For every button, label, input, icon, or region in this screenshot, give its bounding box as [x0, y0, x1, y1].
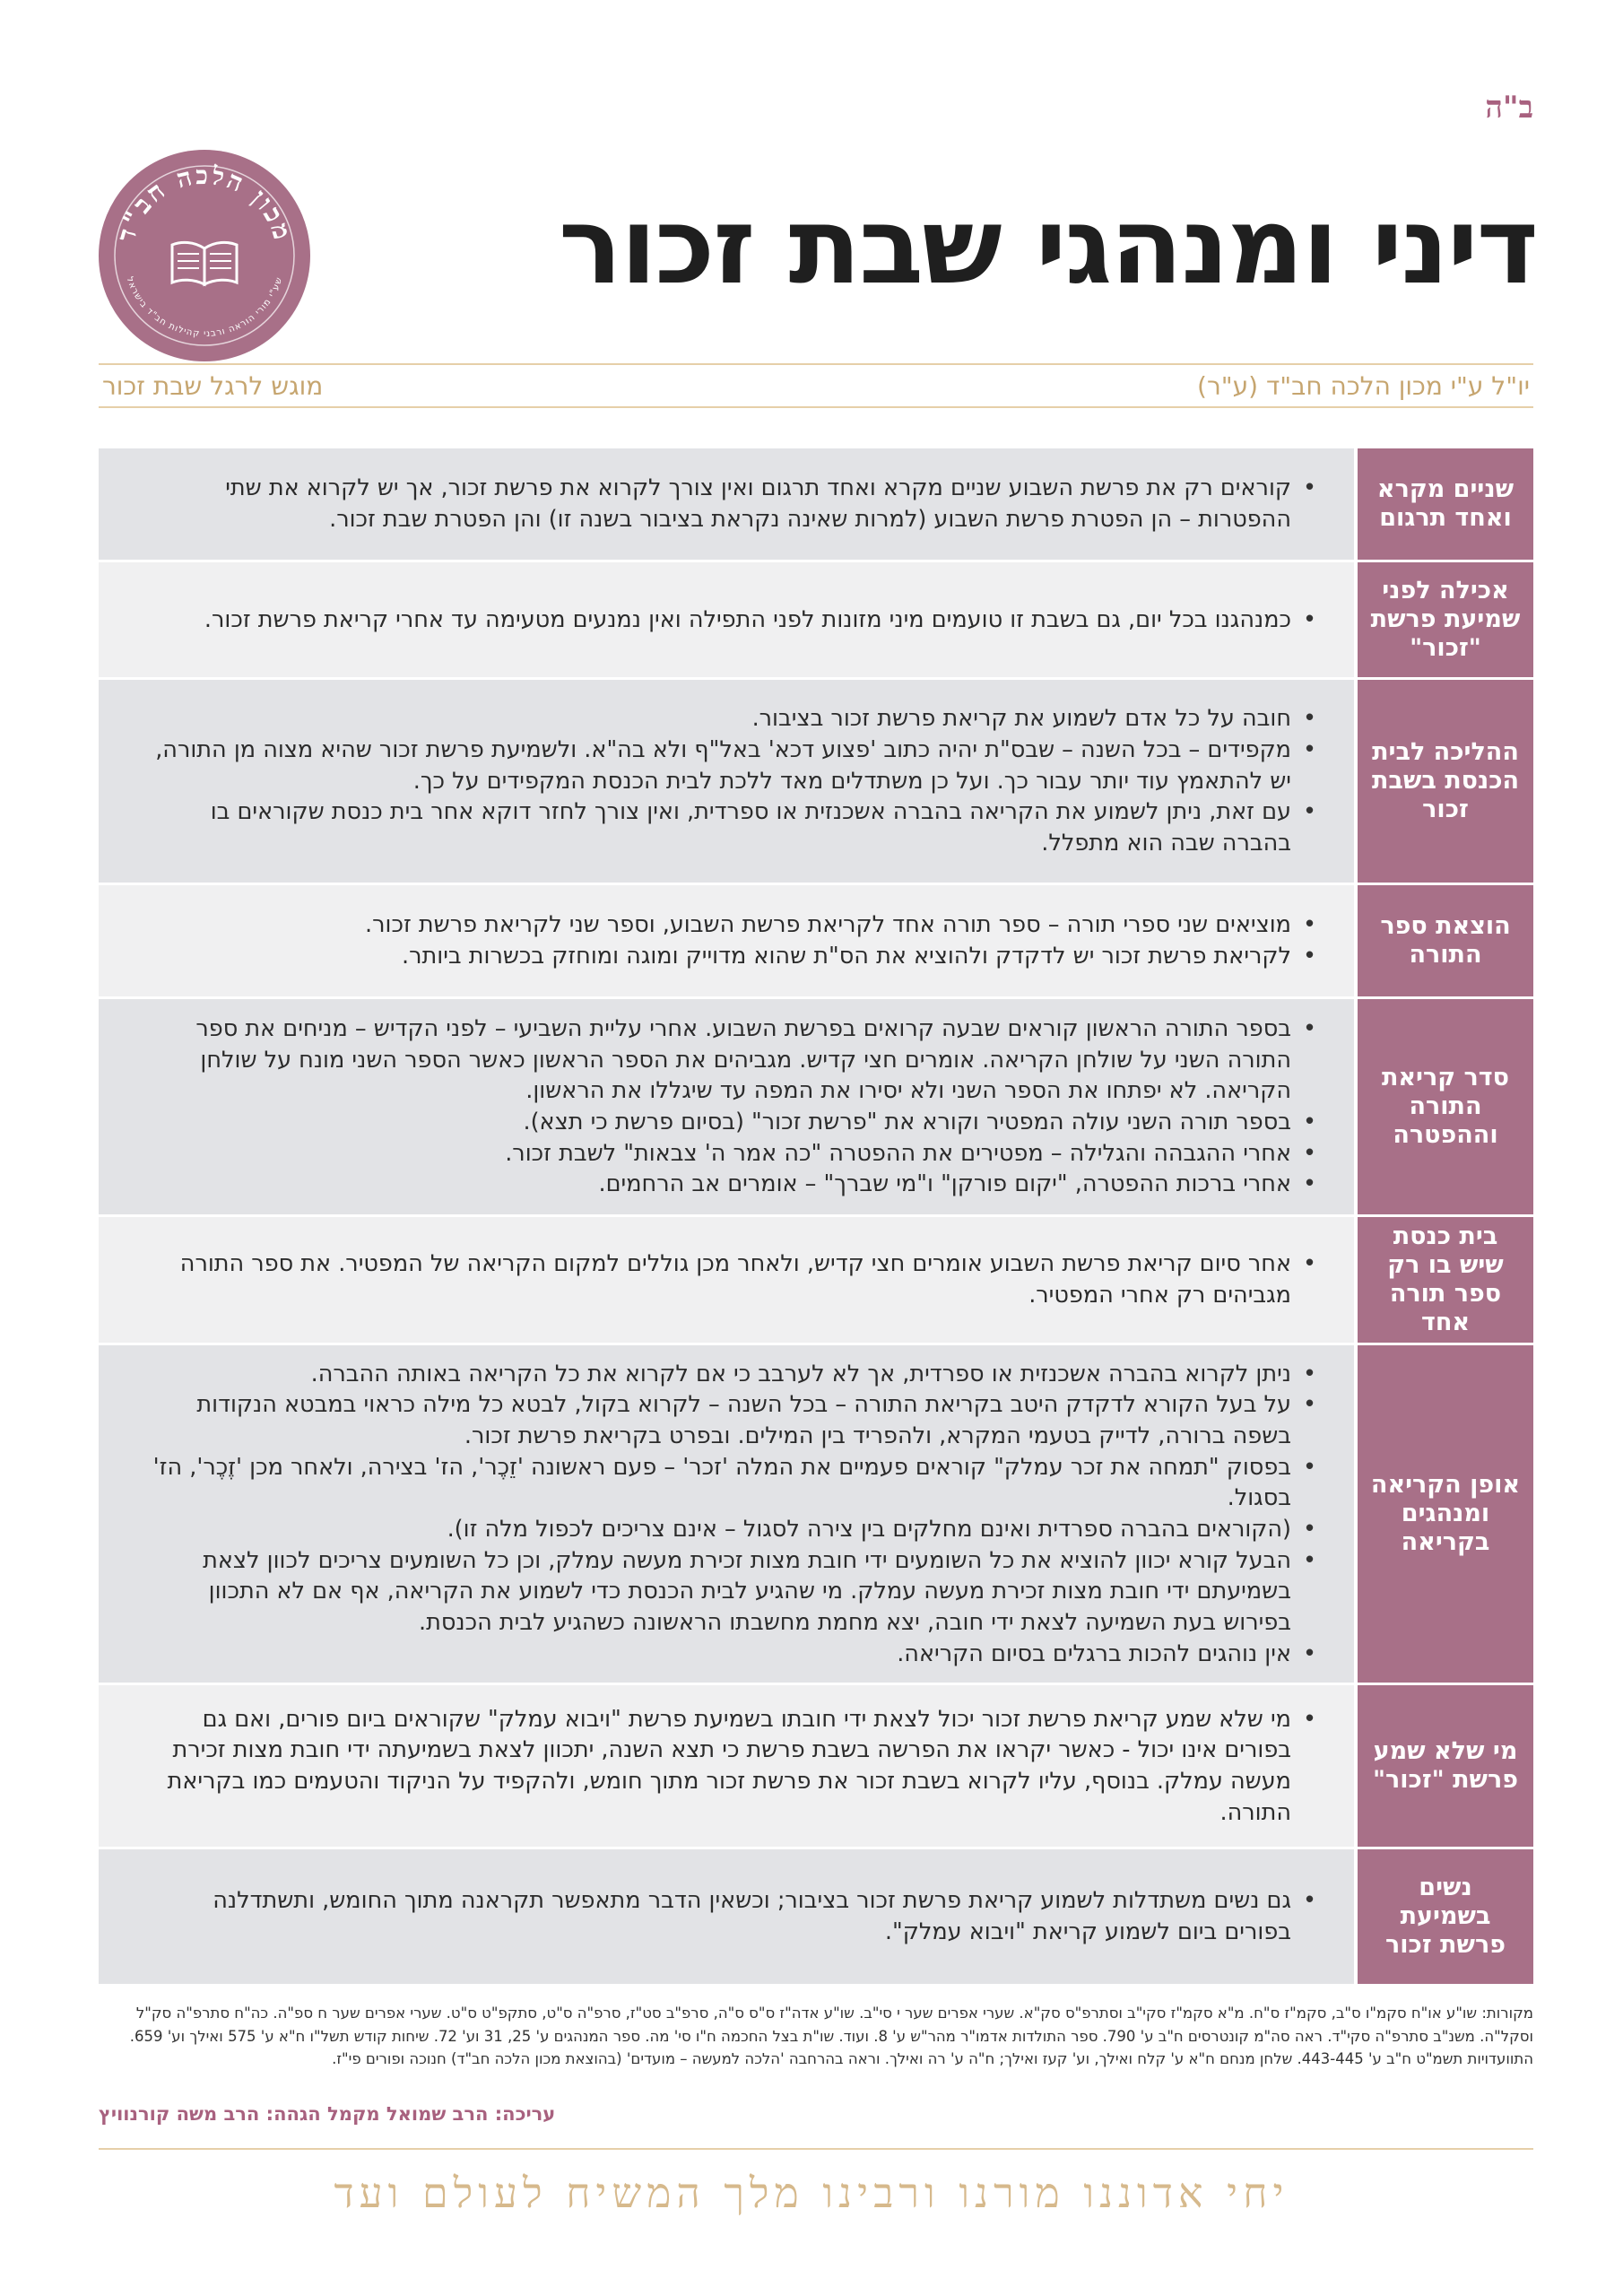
bullet-item: • ניתן לקרוא בהברה אשכנזית או ספרדית, אך לא לערבב כי אם לקרוא את כל הקריאה באותה ההברה.	[152, 1359, 1291, 1390]
table-row	[99, 999, 1533, 1217]
bullet-item: • אחרי ההגבהה והגלילה – מפטירים את ההפטרה "כה אמר ה' צבאות" לשבת זכור.	[152, 1138, 1291, 1170]
row-content	[99, 885, 1354, 996]
bullet-item: • מקפידים – בכל השנה – שבס"ת יהיה כתוב 'פצוע דכא' באל"ף ולא בה"א. ולשמיעת פרשת זכור שהיא מצוה מן התורה, יש להתאמץ עוד יותר עבור כך. ועל כן משתדלים מאד ללכת לבית הכנסת המקפידים על כך.	[152, 735, 1291, 796]
bullet-item: • בפסוק "תמחה את זכר עמלק" קוראים פעמיים את המלה 'זכר' – פעם ראשונה 'זֵכֶר', הז' בצירה, ולאחר מכן 'זֶכֶר', הז' בסגול.	[152, 1452, 1291, 1514]
bullet-item: • מי שלא שמע קריאת פרשת זכור יכול לצאת ידי חובתו בשמיעת פרשת "ויבוא עמלק" שקוראים ביום פורים, ואם גם בפורים אינו יכול - כאשר יקראו את הפרשה בשבת פרשת כי תצא השנה, יתכוון לצאת בשמיעתה ידי חובת מצות זכירת מעשה עמלק. בנוסף, עליו לקרוא בשבת זכור את פרשת זכור מתוך חומש, ולהקפיד על הניקוד והטעמים כמו בקריאת התורה.	[152, 1704, 1291, 1829]
row-label: הוצאת ספר התורה	[1354, 885, 1533, 996]
row-content	[99, 562, 1354, 677]
bullet-item: • בספר התורה הראשון קוראים שבעה קרואים בפרשת השבוע. אחרי עליית השביעי – לפני הקדיש – מניחים את ספר התורה השני על שולחן הקריאה. אומרים חצי קדיש. מגביהים את הספר הראשון כאשר הספר השני מונח על שולחן הקריאה. לא יפתחו את הספר השני ולא יסירו את המפה עד שיגללו את הראשון.	[152, 1013, 1291, 1107]
table-row	[99, 448, 1533, 562]
bullet-item: • עם זאת, ניתן לשמוע את הקריאה בהברה אשכנזית או ספרדית, ואין צורך לחזר דוקא אחר בית כנסת שקוראים בו בהברה שבה הוא מתפלל.	[152, 796, 1291, 858]
halacha-table	[99, 448, 1533, 1987]
row-content	[99, 1345, 1354, 1683]
bullet-item: • מוציאים שני ספרי תורה – ספר תורה אחד לקריאת פרשת השבוע, וספר שני לקריאת פרשת זכור.	[365, 909, 1291, 941]
table-row	[99, 1849, 1533, 1987]
row-label: שניים מקרא ואחד תרגום	[1354, 448, 1533, 560]
dedication-text: מוגש לרגל שבת זכור	[102, 370, 324, 401]
bullet-item: • הבעל קורא יכוון להוציא את כל השומעים ידי חובת מצות זכירת מעשה עמלק, וכן כל השומעים צריכים לכוון לצאת בשמיעתם ידי חובת מצות זכירת מעשה עמלק. מי שהגיע לבית הכנסת כדי לשמוע את הקריאה, אף אם לא התכוון בפירוש בעת השמיעה לצאת ידי חובה, יצא מחמת מחשבתו הראשונה כשהגיע לבית הכנסת.	[152, 1545, 1291, 1639]
row-label: מי שלא שמע פרשת "זכור"	[1354, 1685, 1533, 1847]
bullet-item: • אין נוהגים להכות ברגלים בסיום הקריאה.	[152, 1639, 1291, 1670]
row-label: אופן הקריאה ומנהגים בקריאה	[1354, 1345, 1533, 1683]
row-content	[99, 999, 1354, 1214]
bullet-item: • כמנהגנו בכל יום, גם בשבת זו טועמים מיני מזונות לפני התפילה ואין נמנעים מטעימה עד אחרי קריאת פרשת זכור.	[204, 604, 1291, 636]
row-label: סדר קריאת התורה וההפטרה	[1354, 999, 1533, 1214]
bullet-item: • קוראים רק את פרשת השבוע שניים מקרא ואחד תרגום ואין צורך לקרוא את פרשת זכור, אך יש לקרוא את שתי ההפטרות – הן הפטרת פרשת השבוע (למרות שאינה נקראת בציבור בשנה זו) והן הפטרת שבת זכור.	[152, 473, 1291, 535]
bullet-item: • חובה על כל אדם לשמוע את קריאת פרשת זכור בציבור.	[152, 703, 1291, 735]
subheader-line	[99, 363, 1533, 408]
page-title: דיני ומנהגי שבת זכור	[558, 184, 1537, 308]
row-label: נשים בשמיעת פרשת זכור	[1354, 1849, 1533, 1984]
editors-credit: עריכה: הרב שמואל מקמל הגהה: הרב משה קורנוויץ	[99, 2103, 556, 2125]
bullet-item: • גם נשים משתדלות לשמוע קריאת פרשת זכור בציבור; וכשאין הדבר מתאפשר תקראנה מתוך החומש, ותשתדלנה בפורים ביום לשמוע קריאת "ויבוא עמלק".	[152, 1885, 1291, 1947]
slogan: יחי אדוננו מורנו ורבינו מלך המשיח לעולם ועד	[334, 2169, 1289, 2217]
bullet-item: • (הקוראים בהברה ספרדית ואינם מחלקים בין צירה לסגול – אינם צריכים לכפול מלה זו).	[152, 1514, 1291, 1545]
row-label: ההליכה לבית הכנסת בשבת זכור	[1354, 680, 1533, 883]
logo-seal	[97, 148, 312, 363]
row-content	[99, 448, 1354, 560]
row-label: אכילה לפני שמיעת פרשת "זכור"	[1354, 562, 1533, 677]
logo-name: מכון הלכה חב"ד	[110, 160, 299, 246]
row-content	[99, 1849, 1354, 1984]
table-row	[99, 1345, 1533, 1685]
row-label: בית כנסת שיש בו רק ספר תורה אחד	[1354, 1217, 1533, 1343]
table-row	[99, 1685, 1533, 1849]
table-row	[99, 1217, 1533, 1345]
row-content	[99, 680, 1354, 883]
logo-tagline: שע"י מורי הוראה ורבני קהילות חב"ד בישראל	[124, 275, 285, 340]
publisher-credit: יו"ל ע"י מכון הלכה חב"ד (ע"ר)	[1197, 370, 1530, 401]
table-row	[99, 562, 1533, 680]
row-content	[99, 1685, 1354, 1847]
institute-logo	[97, 148, 312, 363]
bullet-item: • אחר סיום קריאת פרשת השבוע אומרים חצי קדיש, ולאחר מכן גוללים למקום הקריאה של המפטיר. את ספר התורה מגביהים רק אחרי המפטיר.	[152, 1248, 1291, 1310]
table-row	[99, 680, 1533, 885]
table-row	[99, 885, 1533, 999]
sources-note: מקורות: שו"ע או"ח סקמ"ו ס"ב, סקמ"ז ס"ח. מ"א סקמ"ז סקי"ב וסתרפ"ס סק"א. שערי אפרים שער י סי"ב. שו"ע אדה"ז ס"ס ס"ה, סרפ"ב סט"ז, סרפ"ה ס"ט, סתקפ"ט ס"ט. שערי אפרים שער ח ספ"ה. כה"ח סתרפ"ה סק"ל וסקל"ה. משנ"ב סתרפ"ה סקי"ד. ראה סה"מ קונטרסים ח"ב ע' 790. ספר התולדות אדמו"ר מהר"ש ע' 8. ועוד. שו"ת בצל החכמה ח"ו סי' מה. ספר המנהגים ע' 25, 31 וע' 72. שיחות קודש תשל"ו ח"א ע' 575 ואילך וע' 659. התוועדויות תשמ"ט ח"ב ע' 443-445. שלחן מנחם ח"א ע' קלח ואילך, וע' קעז ואילך; ח"ה ע' רה ואילך. וראה בהרחבה 'הלכה למעשה – מועדים' (בהוצאת מכון הלכה חב"ד) חנוכה ופורים פי"ז.	[129, 2005, 1533, 2068]
footer-divider	[99, 2148, 1533, 2150]
bh-mark: ב"ה	[1485, 90, 1533, 126]
bullet-item: • לקריאת פרשת זכור יש לדקדק ולהוציא את הס"ת שהוא מדוייק ומוגה ומוחזק בכשרות ביותר.	[365, 941, 1291, 972]
bullet-item: • אחרי ברכות ההפטרה, "יקום פורקן" ו"מי שברך" – אומרים אב הרחמים.	[152, 1169, 1291, 1200]
row-content	[99, 1217, 1354, 1343]
bullet-item: • בספר תורה השני עולה המפטיר וקורא את "פרשת זכור" (בסיום פרשת כי תצא).	[152, 1107, 1291, 1138]
bullet-item: • על בעל הקורא לדקדק היטב בקריאת התורה – בכל השנה – לקרוא בקול, לבטא כל מילה כראוי במבטא הנקודות בשפה ברורה, לדייק בטעמי המקרא, ולהפריד בין המילים. ובפרט בקריאת פרשת זכור.	[152, 1389, 1291, 1451]
